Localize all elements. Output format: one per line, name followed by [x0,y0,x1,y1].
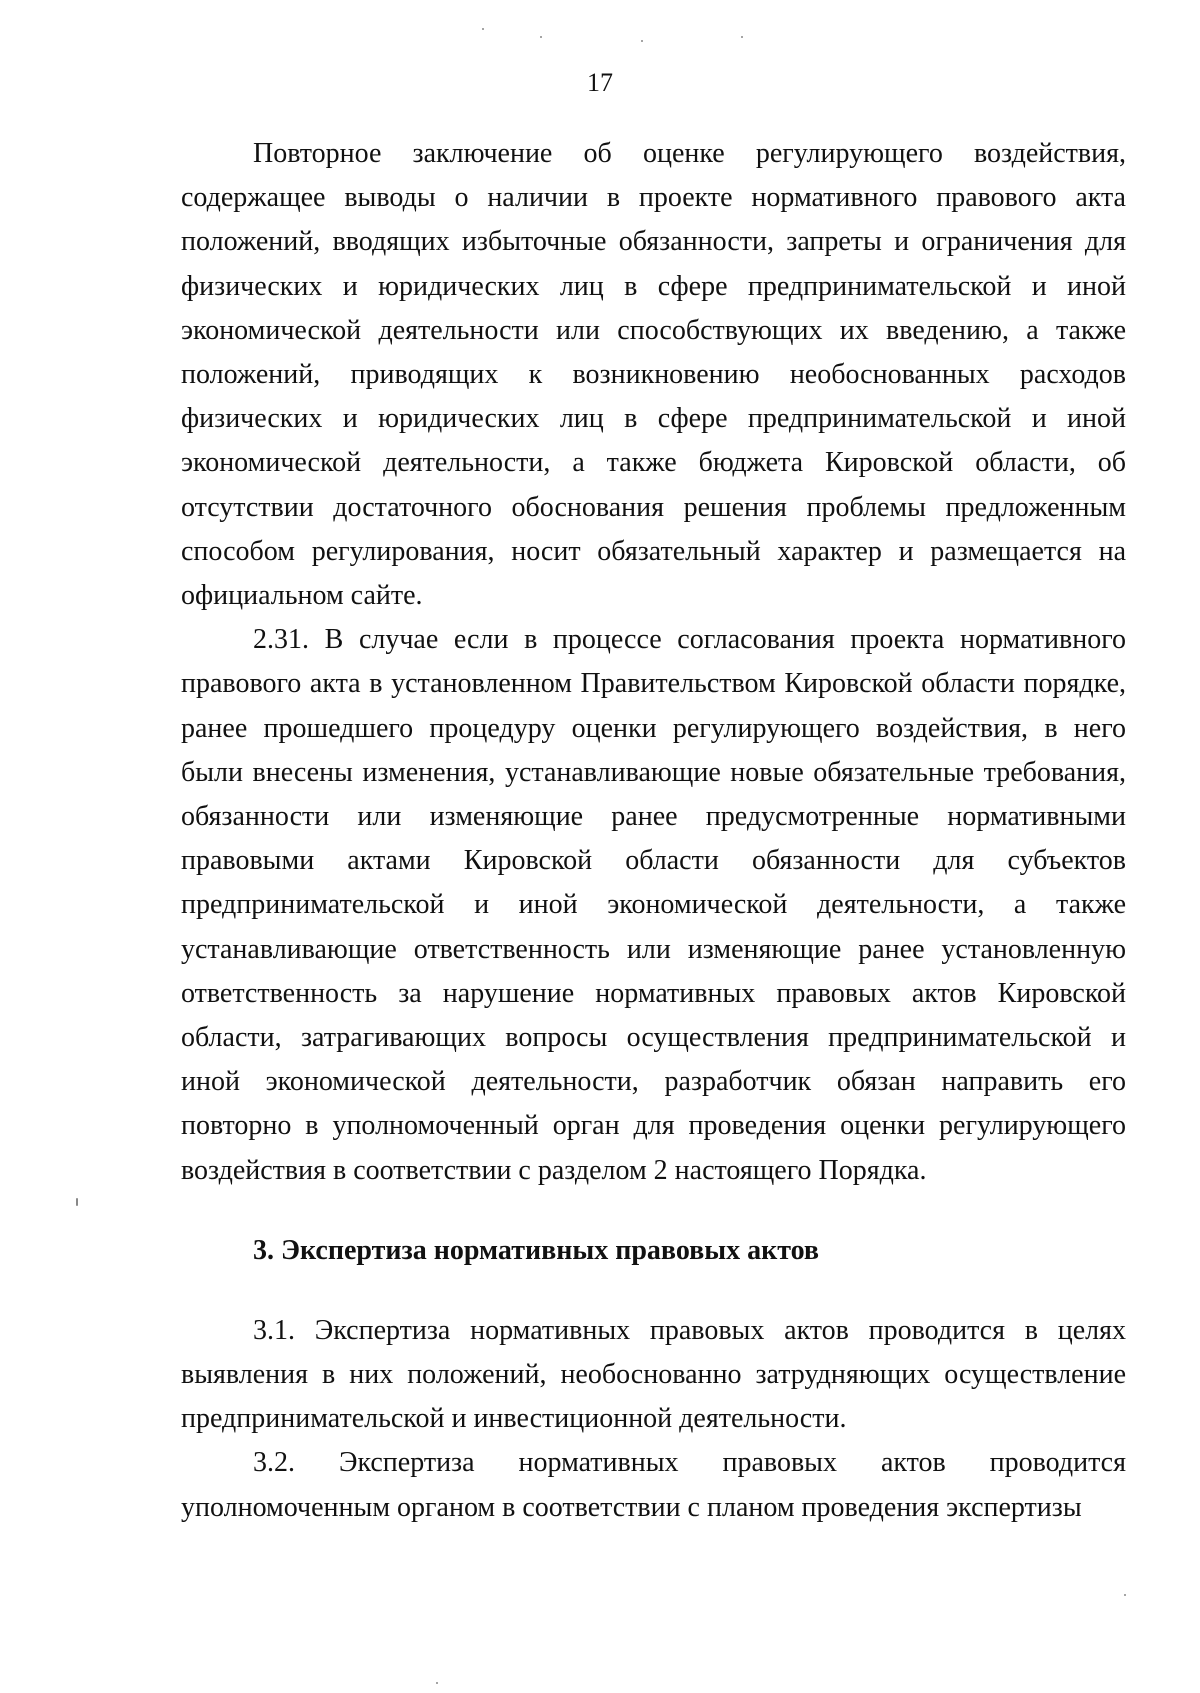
paragraph-repeat-conclusion: Повторное заключение об оценке регулирующего воздействия, содержащее выводы о наличии в проекте нормативного правового акта положений, вводящих избыточные обязанности, запреты и ограничения для физических и юридических лиц в сфере предпринимательской и иной экономической деятельности или способствующих их введению, а также положений, приводящих к возникновению необоснованных расходов физических и юридических лиц в сфере предпринимательской и иной экономической деятельности, а также бюджета Кировской области, об отсутствии достаточного обоснования решения проблемы предложенным способом регулирования, носит обязательный характер и размещается на официальном сайте. [181,138,1126,612]
scan-speck [641,40,643,42]
body-text [181,132,1126,1530]
scan-speck [76,1198,78,1206]
scan-speck [436,1682,438,1684]
section-title: 3. Экспертиза нормативных правовых актов [253,1234,820,1266]
scan-speck [1124,1594,1126,1596]
page-number: 17 [587,68,613,97]
scan-speck [741,36,743,38]
scan-speck [540,36,542,38]
paragraph-3-2: 3.2. Экспертиза нормативных правовых актов проводится уполномоченным органом в соответствии с планом проведения экспертизы [181,1447,1126,1523]
paragraph-3-1: 3.1. Экспертиза нормативных правовых актов проводится в целях выявления в них положений, необоснованно затрудняющих осуществление предпринимательской и инвестиционной деятельности. [181,1314,1126,1435]
scan-speck [482,28,484,30]
paragraph-2-31: 2.31. В случае если в процессе согласования проекта нормативного правового акта в установленном Правительством Кировской области порядке, ранее прошедшего процедуру оценки регулирующего воздействия, в него были внесены изменения, устанавливающие новые обязательные требования, обязанности или изменяющие ранее предусмотренные нормативными правовыми актами Кировской области обязанности для субъектов предпринимательской и иной экономической деятельности, а также устанавливающие ответственность или изменяющие ранее установленную ответственность за нарушение нормативных правовых актов Кировской области, затрагивающих вопросы осуществления предпринимательской и иной экономической деятельности, разработчик обязан направить его повторно в уполномоченный орган для проведения оценки регулирующего воздействия в соответствии с разделом 2 настоящего Порядка. [181,624,1126,1186]
